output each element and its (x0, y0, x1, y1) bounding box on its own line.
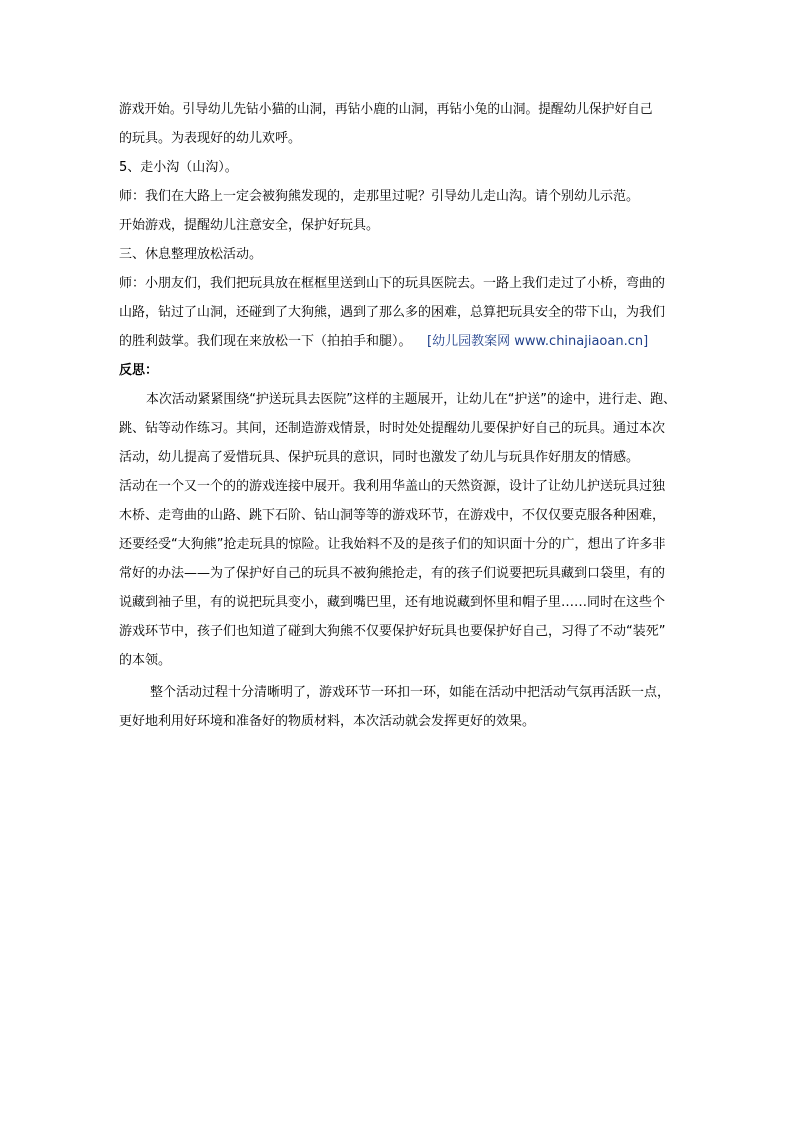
text-line: 的胜利鼓掌。我们现在来放松一下（拍拍手和腿）。 (119, 334, 412, 349)
text-line: 更好地利用好环境和准备好的物质材料，本次活动就会发挥更好的效果。 (119, 714, 536, 729)
text-line: 常好的办法——为了保护好自己的玩具不被狗熊抢走，有的孩子们说要把玩具藏到口袋里，有的 (119, 566, 666, 581)
text-line: 开始游戏，提醒幼儿注意安全，保护好玩具。 (119, 218, 380, 233)
text-line: 师：小朋友们，我们把玩具放在框框里送到山下的玩具医院去。一路上我们走过了小桥，弯曲的 (119, 276, 666, 291)
section-heading: 三、休息整理放松活动。 (119, 247, 263, 262)
text-line: 本次活动紧紧围绕“护送玩具去医院”这样的主题展开，让幼儿在“护送”的途中，进行走、跑、 (146, 392, 676, 407)
text-line: 游戏环节中，孩子们也知道了碰到大狗熊不仅要保护好玩具也要保护好自己，习得了不动“装死” (119, 624, 666, 639)
text-line: 山路，钻过了山洞，还碰到了大狗熊，遇到了那么多的困难，总算把玩具安全的带下山，为我们 (119, 305, 666, 320)
text-line: 活动在一个又一个的的游戏连接中展开。我利用华盖山的天然资源，设计了让幼儿护送玩具过独 (119, 479, 666, 494)
text-line: 还要经受“大狗熊”抢走玩具的惊险。让我始料不及的是孩子们的知识面十分的广，想出了许多非 (119, 537, 666, 552)
text-line: 师：我们在大路上一定会被狗熊发现的，走那里过呢？引导幼儿走山沟。请个别幼儿示范。 (119, 189, 640, 204)
text-line: 说藏到袖子里，有的说把玩具变小，藏到嘴巴里，还有地说藏到怀里和帽子里……同时在这些个 (119, 595, 666, 610)
text-line: 游戏开始。引导幼儿先钻小猫的山洞，再钻小鹿的山洞，再钻小兔的山洞。提醒幼儿保护好自己 (119, 102, 653, 117)
text-line: 活动，幼儿提高了爱惜玩具、保护玩具的意识，同时也激发了幼儿与玩具作好朋友的情感。 (119, 450, 640, 465)
text-line: 木桥、走弯曲的山路、跳下石阶、钻山洞等等的游戏环节，在游戏中，不仅仅要克服各种困难， (119, 508, 666, 523)
reflection-heading: 反思： (119, 363, 159, 378)
website-link[interactable]: [幼儿园教案网 www.chinajiaoan.cn] (427, 334, 649, 349)
text-line: 跳、钻等动作练习。其间，还制造游戏情景，时时处处提醒幼儿要保护好自己的玩具。通过本次 (119, 421, 666, 436)
text-line: 5、走小沟（山沟）。 (119, 160, 238, 175)
text-line: 的玩具。为表现好的幼儿欢呼。 (119, 131, 302, 146)
text-line: 的本领。 (119, 653, 172, 668)
text-line: 整个活动过程十分清晰明了，游戏环节一环扣一环，如能在活动中把活动气氛再活跃一点， (150, 685, 671, 700)
